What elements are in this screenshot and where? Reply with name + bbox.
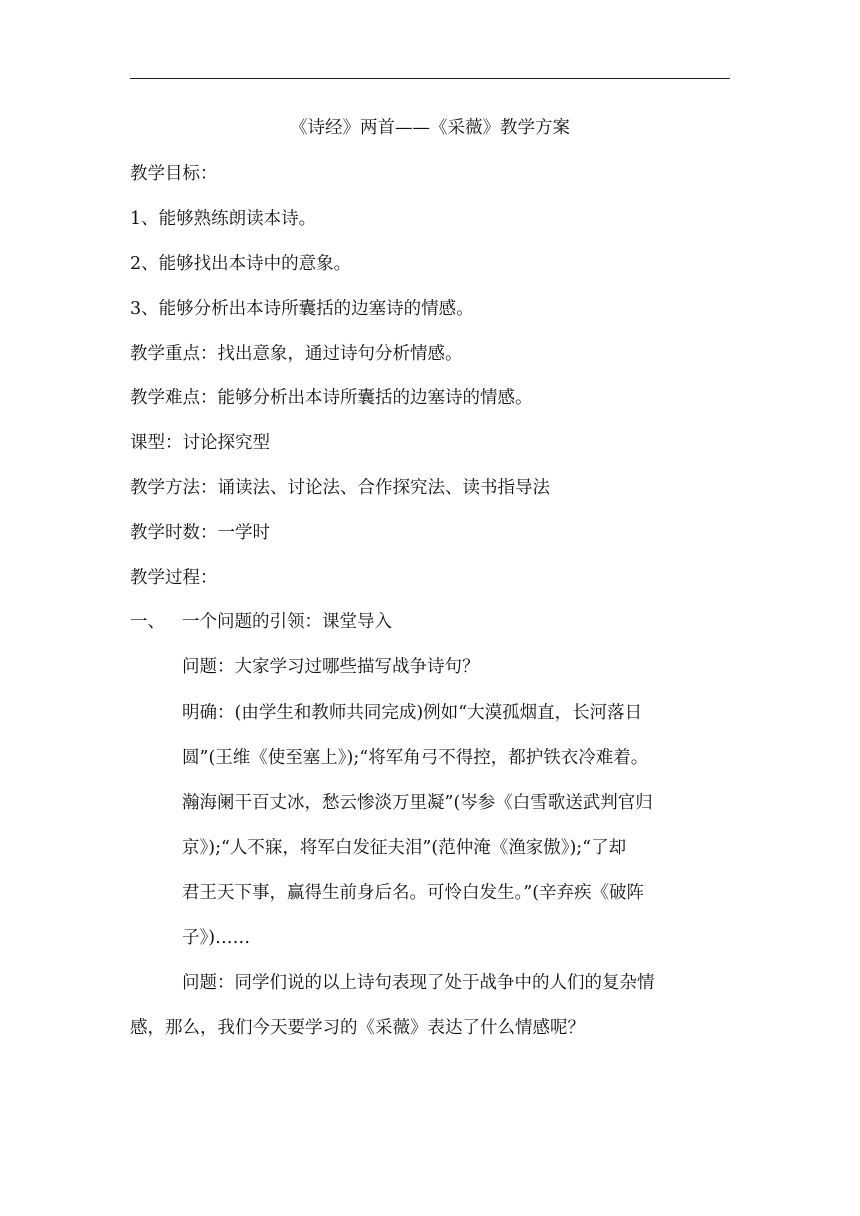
answer-line: 京》);“人不寐，将军白发征夫泪”(范仲淹《渔家傲》);“了却 (182, 838, 627, 858)
difficulty: 教学难点：能够分析出本诗所囊括的边塞诗的情感。 (130, 388, 533, 408)
question-2-line: 感，那么，我们今天要学习的《采薇》表达了什么情感呢？ (130, 1018, 585, 1038)
header-rule (130, 78, 730, 79)
teaching-hours: 教学时数：一学时 (130, 523, 270, 543)
question-1: 问题：大家学习过哪些描写战争诗句？ (182, 657, 480, 677)
objective-item-2: 2、能够找出本诗中的意象。 (130, 254, 352, 274)
objectives-label: 教学目标： (130, 164, 218, 184)
section-number: 一、 (130, 612, 165, 632)
answer-line: 明确：(由学生和教师共同完成)例如“大漠孤烟直，长河落日 (182, 703, 643, 723)
answer-line: 圆”(王维《使至塞上》);“将军角弓不得控，都护铁衣冷难着。 (182, 748, 649, 768)
lesson-type: 课型：讨论探究型 (130, 433, 270, 453)
objective-item-1: 1、能够熟练朗读本诗。 (130, 209, 317, 229)
question-2-line: 问题：同学们说的以上诗句表现了处于战争中的人们的复杂情 (182, 973, 655, 993)
answer-line: 瀚海阑干百丈冰，愁云惨淡万里凝”(岑参《白雪歌送武判官归 (182, 793, 653, 813)
process-label: 教学过程： (130, 568, 218, 588)
answer-line: 子》)…… (182, 928, 251, 948)
key-point: 教学重点：找出意象，通过诗句分析情感。 (130, 344, 463, 364)
document-title: 《诗经》两首——《采薇》教学方案 (290, 118, 570, 138)
answer-line: 君王天下事，赢得生前身后名。可怜白发生。”(辛弃疾《破阵 (182, 883, 645, 903)
section-title: 一个问题的引领：课堂导入 (182, 612, 392, 632)
objective-item-3: 3、能够分析出本诗所囊括的边塞诗的情感。 (130, 299, 474, 319)
teaching-methods: 教学方法：诵读法、讨论法、合作探究法、读书指导法 (130, 478, 550, 498)
